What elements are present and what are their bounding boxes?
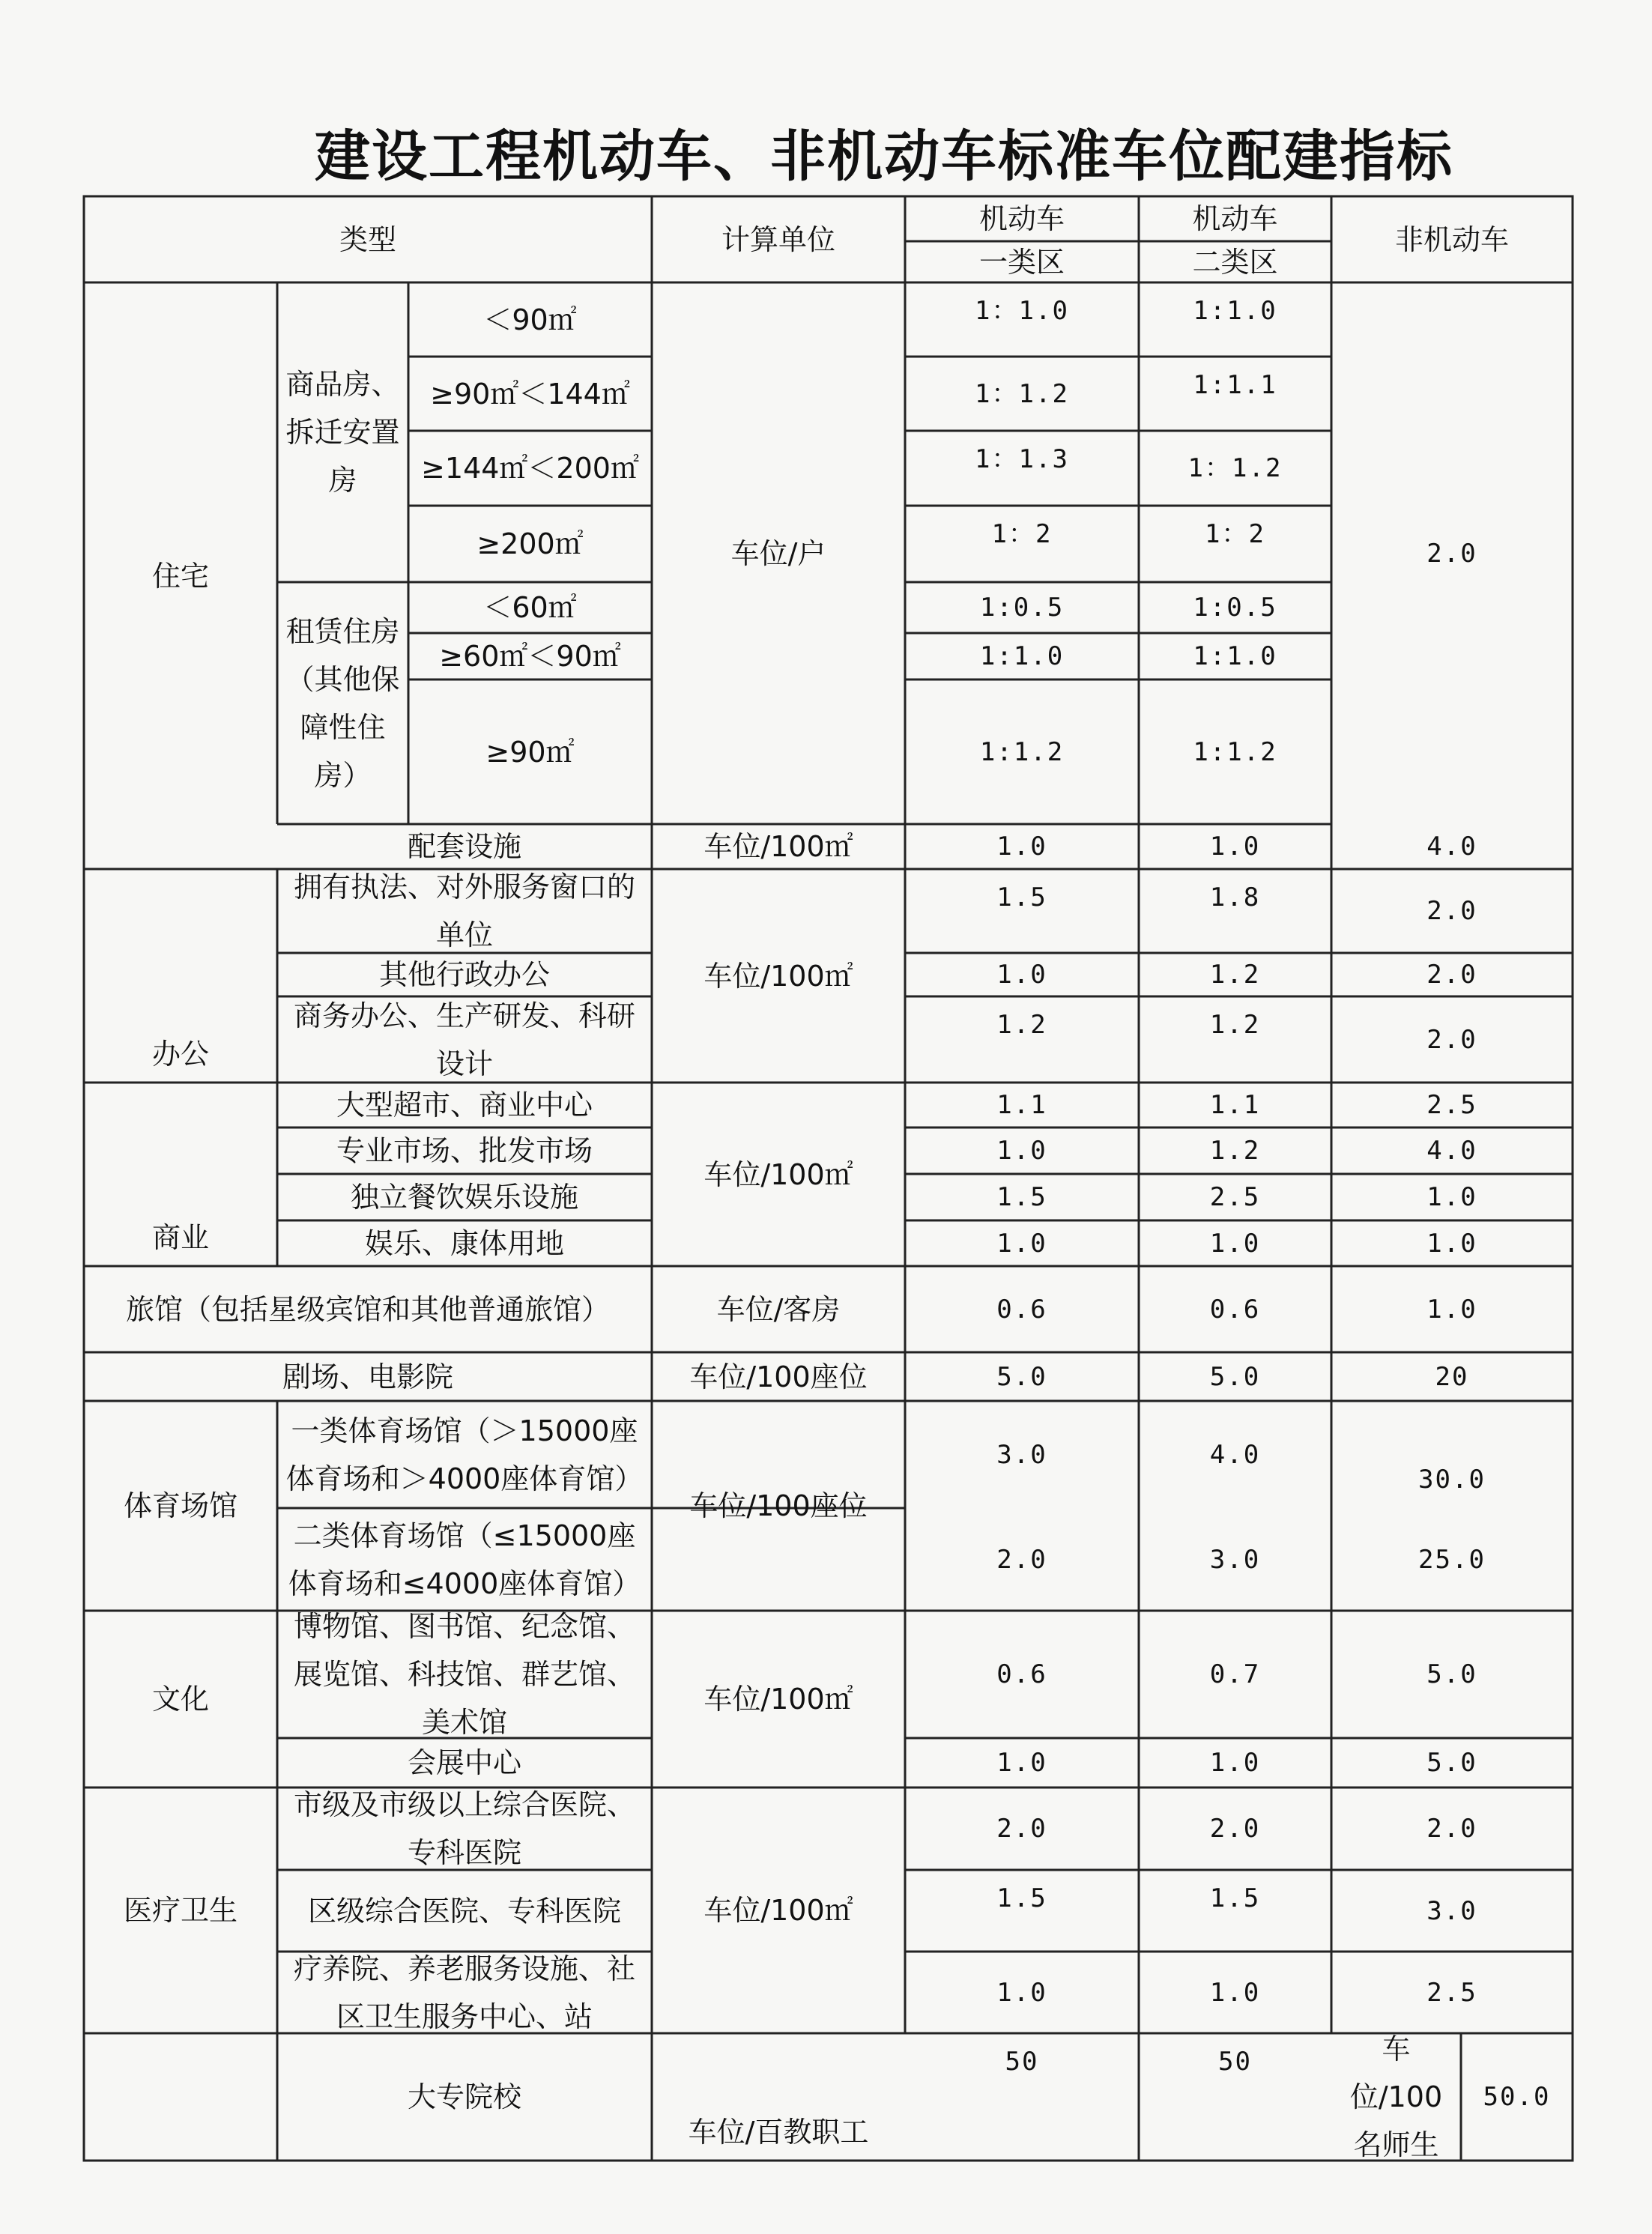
commerce-z2-4: 1.0 — [1209, 1228, 1261, 1259]
res-z1-5: 1:0.5 — [979, 593, 1065, 623]
medical-nm-3: 2.5 — [1426, 1977, 1477, 2008]
office-unit: 车位/100㎡ — [704, 959, 853, 993]
res-size-4: ≥200㎡ — [476, 527, 584, 560]
res-z2-6: 1:1.0 — [1193, 641, 1277, 671]
res-size-1: ＜90㎡ — [483, 303, 577, 336]
commerce-label-4: 娱乐、康体用地 — [364, 1226, 564, 1260]
college-unit: 车位/百教职工 — [688, 2116, 869, 2149]
res-z1-7: 1:1.2 — [979, 736, 1065, 767]
res-z2-1: 1:1.0 — [1193, 296, 1277, 326]
rental-housing-label: 租赁住房（其他保障性住房） — [285, 614, 400, 792]
college-nm-unit: 车位/100名师生 — [1349, 2033, 1443, 2161]
category-office: 办公 — [151, 1038, 209, 1071]
header-motor-1: 机动车 — [978, 202, 1065, 235]
culture-z1-2: 1.0 — [996, 1748, 1047, 1778]
office-z2-1: 1.8 — [1209, 883, 1261, 912]
res-facilities-label: 配套设施 — [407, 830, 521, 863]
res-z2-3: 1：1.2 — [1187, 453, 1283, 483]
theater-nm: 20 — [1435, 1361, 1469, 1392]
sports-nm-2: 25.0 — [1418, 1544, 1486, 1575]
culture-z2-1: 0.7 — [1209, 1659, 1261, 1689]
sports-label-1: 一类体育场馆（＞15000座体育场和＞4000座体育馆） — [285, 1414, 644, 1495]
commercial-housing-label: 商品房、拆迁安置房 — [285, 368, 400, 497]
res-size-5: ＜60㎡ — [483, 591, 577, 624]
commerce-nm-3: 1.0 — [1426, 1182, 1477, 1212]
medical-nm-2: 3.0 — [1426, 1895, 1477, 1926]
res-z2-4: 1：2 — [1205, 519, 1265, 549]
medical-z1-3: 1.0 — [996, 1977, 1047, 2008]
category-medical: 医疗卫生 — [123, 1894, 237, 1927]
culture-nm-2: 5.0 — [1426, 1748, 1477, 1778]
category-residential: 住宅 — [151, 559, 209, 593]
sports-unit: 车位/100座位 — [689, 1489, 868, 1522]
medical-z2-3: 1.0 — [1209, 1977, 1261, 2008]
header-motor-2: 机动车 — [1192, 202, 1278, 235]
office-nm-1: 2.0 — [1426, 896, 1477, 926]
commerce-label-2: 专业市场、批发市场 — [336, 1134, 593, 1167]
res-unit: 车位/户 — [730, 536, 826, 570]
commerce-nm-1: 2.5 — [1426, 1090, 1477, 1120]
sports-z1-1: 3.0 — [996, 1439, 1047, 1470]
office-z1-1: 1.5 — [996, 883, 1047, 912]
res-z2-5: 1:0.5 — [1193, 593, 1277, 623]
commerce-label-3: 独立餐饮娱乐设施 — [350, 1181, 578, 1214]
res-facilities-z1: 1.0 — [996, 832, 1047, 862]
header-zone2: 二类区 — [1192, 245, 1278, 279]
document-title: 建设工程机动车、非机动车标准车位配建指标 — [315, 124, 1453, 189]
hotel-unit: 车位/客房 — [716, 1292, 841, 1326]
header-unit: 计算单位 — [721, 223, 835, 256]
hotel-z1: 0.6 — [996, 1294, 1047, 1325]
res-size-3: ≥144㎡＜200㎡ — [421, 452, 639, 485]
medical-label-1: 市级及市级以上综合医院、专科医院 — [293, 1788, 635, 1869]
theater-label: 剧场、电影院 — [282, 1360, 453, 1393]
office-label-2: 其他行政办公 — [378, 958, 550, 991]
theater-z1: 5.0 — [996, 1361, 1047, 1392]
commerce-nm-2: 4.0 — [1426, 1136, 1477, 1166]
commerce-unit: 车位/100㎡ — [704, 1157, 853, 1191]
header-type: 类型 — [339, 223, 396, 256]
res-z2-2: 1:1.1 — [1193, 370, 1277, 400]
college-z2: 50 — [1218, 2047, 1252, 2077]
commerce-z1-4: 1.0 — [996, 1228, 1047, 1259]
office-nm-2: 2.0 — [1426, 960, 1477, 990]
category-commerce: 商业 — [151, 1221, 209, 1254]
category-sports: 体育场馆 — [123, 1489, 237, 1522]
theater-unit: 车位/100座位 — [689, 1360, 868, 1393]
commerce-z2-1: 1.1 — [1209, 1090, 1261, 1120]
office-z1-3: 1.2 — [996, 1010, 1047, 1040]
theater-z2: 5.0 — [1209, 1361, 1261, 1392]
commerce-label-1: 大型超市、商业中心 — [336, 1089, 593, 1121]
hotel-z2: 0.6 — [1209, 1294, 1261, 1325]
medical-label-2: 区级综合医院、专科医院 — [307, 1894, 621, 1928]
medical-unit: 车位/100㎡ — [704, 1894, 853, 1927]
commerce-nm-4: 1.0 — [1426, 1228, 1477, 1259]
res-size-6: ≥60㎡＜90㎡ — [439, 640, 621, 673]
office-nm-3: 2.0 — [1426, 1024, 1477, 1055]
commerce-z1-1: 1.1 — [996, 1090, 1047, 1120]
culture-z1-1: 0.6 — [996, 1659, 1047, 1689]
medical-z1-2: 1.5 — [996, 1883, 1047, 1913]
commerce-z2-2: 1.2 — [1209, 1136, 1261, 1166]
res-z1-4: 1：2 — [991, 519, 1053, 549]
culture-label-1: 博物馆、图书馆、纪念馆、展览馆、科技馆、群艺馆、美术馆 — [293, 1611, 635, 1738]
sports-z2-1: 4.0 — [1209, 1439, 1261, 1470]
medical-z2-2: 1.5 — [1209, 1883, 1261, 1913]
office-z2-2: 1.2 — [1209, 960, 1261, 990]
college-label: 大专院校 — [407, 2080, 521, 2113]
res-z1-3: 1：1.3 — [975, 444, 1069, 474]
res-facilities-unit: 车位/100㎡ — [704, 830, 853, 863]
res-size-7: ≥90㎡ — [485, 735, 575, 769]
sports-label-2: 二类体育场馆（≤15000座体育场和≤4000座体育馆） — [288, 1519, 641, 1600]
header-zone1: 一类区 — [978, 245, 1065, 279]
header-nonmotor: 非机动车 — [1394, 223, 1509, 256]
medical-z2-1: 2.0 — [1209, 1814, 1261, 1844]
hotel-label: 旅馆（包括星级宾馆和其他普通旅馆） — [125, 1292, 610, 1326]
office-label-1: 拥有执法、对外服务窗口的单位 — [293, 871, 635, 951]
sports-nm-1: 30.0 — [1418, 1465, 1486, 1495]
medical-nm-1: 2.0 — [1426, 1814, 1477, 1844]
culture-nm-1: 5.0 — [1426, 1659, 1477, 1689]
office-label-3: 商务办公、生产研发、科研设计 — [293, 999, 635, 1080]
res-z1-2: 1：1.2 — [975, 378, 1069, 409]
culture-z2-2: 1.0 — [1209, 1748, 1261, 1778]
commerce-z1-2: 1.0 — [996, 1136, 1047, 1166]
sports-z1-2: 2.0 — [996, 1544, 1047, 1575]
culture-unit: 车位/100㎡ — [704, 1683, 853, 1716]
college-nm: 50.0 — [1483, 2082, 1551, 2112]
category-culture: 文化 — [151, 1683, 209, 1716]
college-z1: 50 — [1005, 2047, 1039, 2077]
office-z2-3: 1.2 — [1209, 1010, 1261, 1040]
commerce-z2-3: 2.5 — [1209, 1182, 1261, 1212]
res-facilities-nm: 4.0 — [1426, 832, 1477, 862]
culture-label-2: 会展中心 — [407, 1746, 521, 1779]
res-z1-6: 1:1.0 — [979, 641, 1065, 671]
sports-z2-2: 3.0 — [1209, 1544, 1261, 1575]
res-facilities-z2: 1.0 — [1209, 832, 1261, 862]
commerce-z1-3: 1.5 — [996, 1182, 1047, 1212]
hotel-nm: 1.0 — [1426, 1294, 1477, 1325]
res-z2-7: 1:1.2 — [1193, 736, 1277, 767]
medical-z1-1: 2.0 — [996, 1814, 1047, 1844]
res-nonmotor: 2.0 — [1426, 538, 1477, 569]
res-z1-1: 1：1.0 — [975, 296, 1069, 326]
res-size-2: ≥90㎡＜144㎡ — [430, 377, 630, 411]
medical-label-3: 疗养院、养老服务设施、社区卫生服务中心、站 — [293, 1952, 635, 2033]
office-z1-2: 1.0 — [996, 960, 1047, 990]
